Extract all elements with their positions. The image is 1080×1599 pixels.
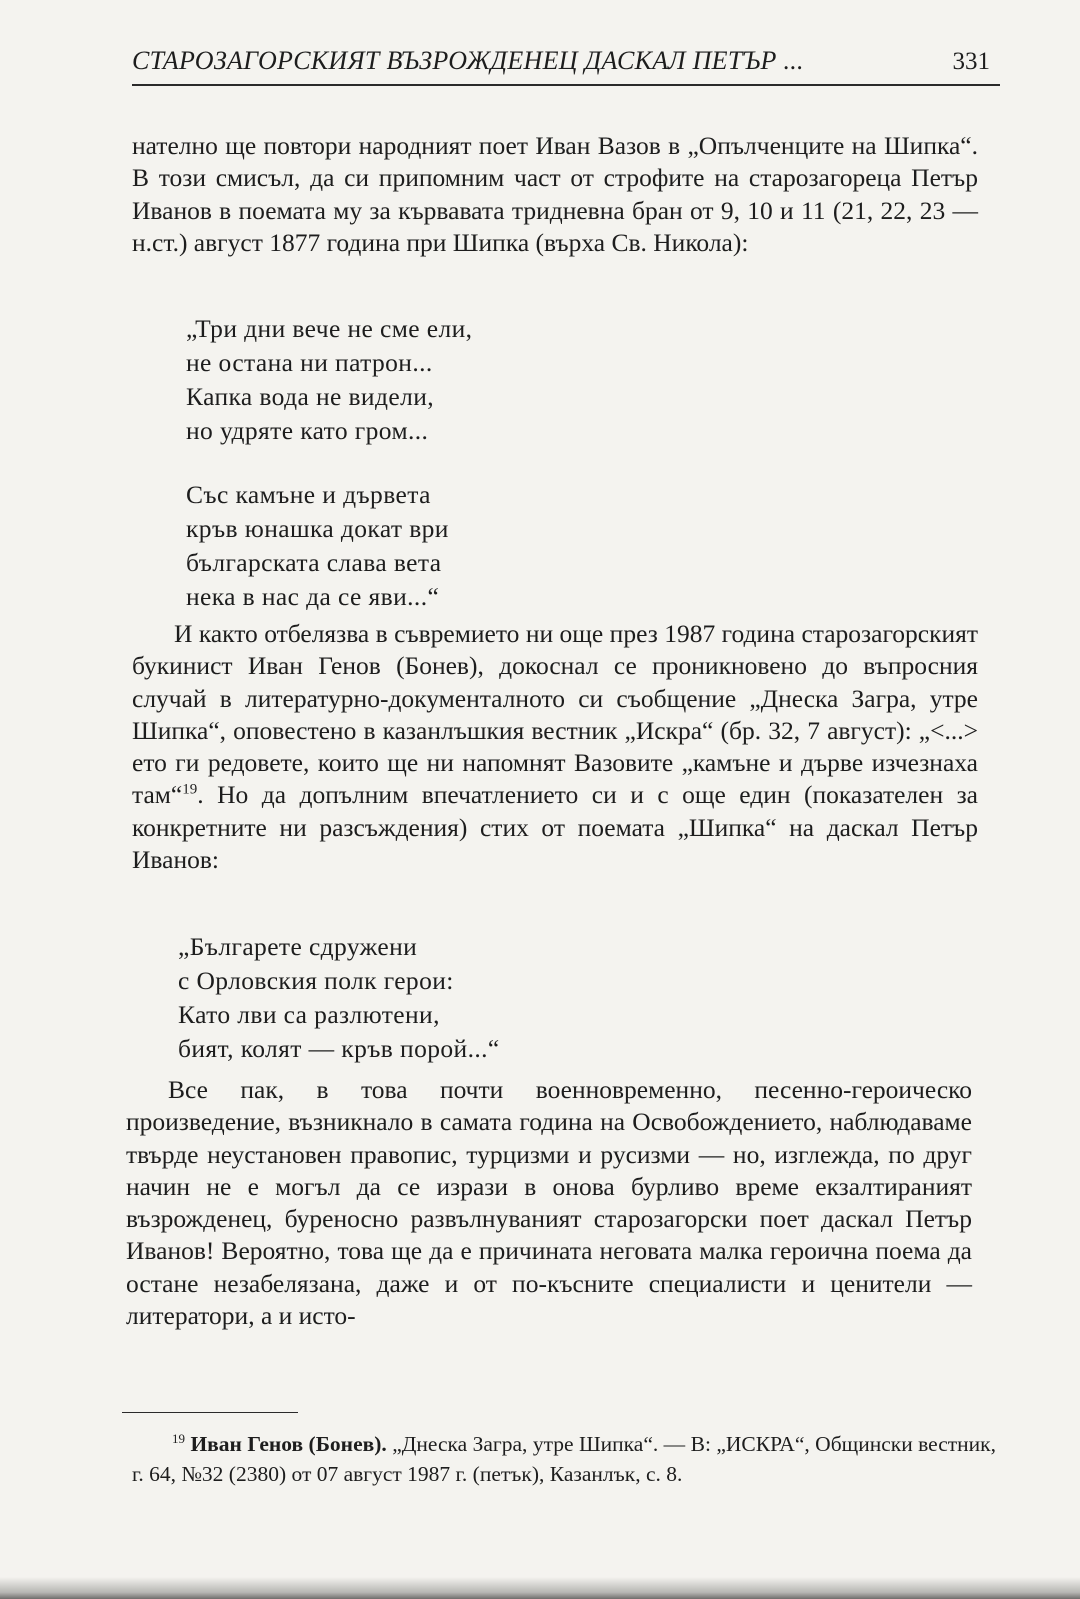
paragraph-2-text-b: . Но да допълним впечатлението си и с още един (показателен за конкретните ни разсъждения) стих от поемата „Шипка“ на даскал Петър Иванов: <box>132 780 978 875</box>
verse-line: „Българете сдружени <box>178 932 418 961</box>
verse-line: Капка вода не видели, <box>186 382 435 411</box>
verse-line: нека в нас да се яви...“ <box>186 582 440 611</box>
verse-line: бият, колят — кръв порой...“ <box>178 1034 500 1063</box>
footnote-number: 19 <box>172 1431 185 1446</box>
stanza-1 <box>186 312 472 448</box>
running-title: СТАРОЗАГОРСКИЯТ ВЪЗРОЖДЕНЕЦ ДАСКАЛ ПЕТЪР ... <box>132 46 804 75</box>
footnote-divider <box>122 1412 298 1413</box>
verse-line: но удряте като гром... <box>186 416 429 445</box>
page-bottom-shadow <box>0 1577 1080 1599</box>
verse-line: българската слава вета <box>186 548 442 577</box>
footnote-reference[interactable]: 19 <box>182 781 198 798</box>
verse-line: с Орловския полк герои: <box>178 966 454 995</box>
footnote <box>132 1424 996 1489</box>
paragraph-2 <box>132 618 978 876</box>
stanza-2 <box>186 478 449 614</box>
footnote-text: „Днеска Загра, утре Шипка“. — В: „ИСКРА“, Общински вестник, г. 64, №32 (2380) от 07 август 1987 г. (петък), Казанлък, с. 8. <box>132 1432 996 1487</box>
paragraph-3 <box>126 1074 972 1332</box>
verse-line: Като лви са разлютени, <box>178 1000 440 1029</box>
footnote-author: Иван Генов (Бонев). <box>190 1432 387 1457</box>
verse-line: Със камъне и дървета <box>186 480 431 509</box>
verse-line: кръв юнашка докат ври <box>186 514 449 543</box>
paragraph-3-text: Все пак, в това почти военновременно, песенно-героическо произведение, възникнало в самата година на Освобождението, наблюдаваме твърде неустановен правопис, турцизми и русизми — но, изглежда, по друг начин не е могъл да се изрази в онова бурливо време екзалтираният възрожденец, буреносно развълнуваният старозагорски поет даскал Петър Иванов! Вероятно, това ще да е причината неговата малка героична поема да остане незабелязана, даже и от по-късните специалисти и ценители — литератори, а и исто- <box>126 1075 972 1331</box>
verse-line: „Три дни вече не сме ели, <box>186 314 473 343</box>
paragraph-2-text-a: И както отбелязва в съвремието ни още през 1987 година старозагорският букинист Иван Генов (Бонев), докоснал се проникновено до въпросния случай в литературно-документалното си съобщение „Днеска Загра, утре Шипка“, оповестено в казанлъшкия вестник „Искра“ (бр. 32, 7 август): „<...> ето ги редовете, които ще ни напомнят Вазовите „камъне и дърве изчезнаха там“ <box>132 619 978 810</box>
paragraph-1-text: нателно ще повтори народният поет Иван Вазов в „Опълченците на Шипка“. В този смисъл, да си припомним част от строфите на старозагореца Петър Иванов в поемата му за кървавата тридневна бран от 9, 10 и 11 (21, 22, 23 — н.ст.) август 1877 година при Шипка (върха Св. Никола): <box>132 131 978 257</box>
verse-line: не остана ни патрон... <box>186 348 433 377</box>
stanza-3 <box>178 930 500 1066</box>
paragraph-1 <box>132 130 978 259</box>
page-number: 331 <box>952 48 990 75</box>
running-header <box>132 40 1000 86</box>
